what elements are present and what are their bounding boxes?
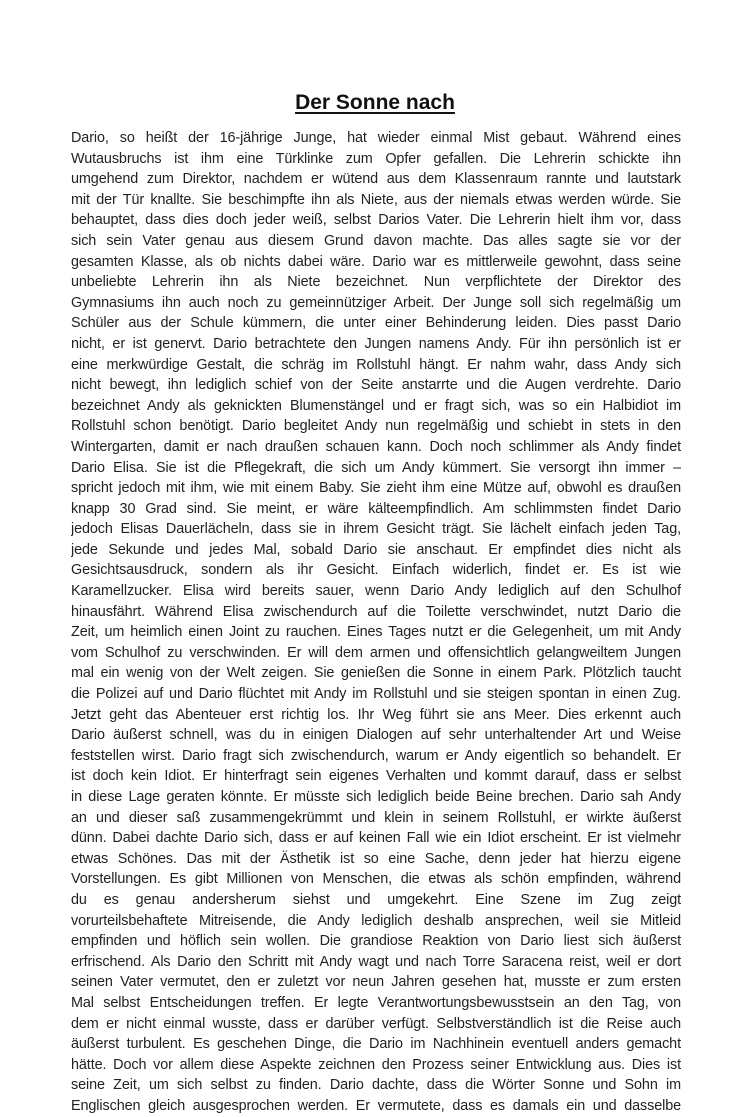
body-line: erfrischend. Als Dario den Schritt mit Andy wagt und nach Torre Saracena reist, weil er dort [71,953,681,970]
body-line: behauptet, dass dies doch jeder weiß, selbst Darios Vater. Die Lehrerin hielt ihm vor, dass [71,212,681,229]
body-line: Gesichtsausdruck, sondern als ihr Gesicht. Einfach widerlich, findet er. Es ist wie [71,562,681,579]
body-line: ist doch kein Idiot. Er hinterfragt sein eigenes Verhalten und kommt darauf, dass er selbst [71,768,681,785]
body-line: jede Sekunde und jedes Mal, sobald Dario sie anschaut. Er empfindet dies nicht als [71,541,681,558]
body-line: bezeichnet Andy als geknickten Blumenstängel und er fragt sich, was so ein Halbidiot im [71,397,681,414]
body-line: Mal selbst Entscheidungen treffen. Er legte Verantwortungsbewusstsein an den Tag, von [71,994,681,1011]
page-title [0,89,750,117]
body-line: vom Schulhof zu verschwinden. Er will dem armen und offensichtlich gelangweiltem Jungen [71,644,681,661]
body-line: vorurteilsbehaftete Mitreisende, die Andy lediglich deshalb ansprechen, weil sie Mitleid [71,912,681,929]
body-line: Zeit, um heimlich einen Joint zu rauchen. Eines Tages nutzt er die Gelegenheit, um mit Andy [71,624,681,641]
body-line: in diese Lage geraten könnte. Er müsste sich lediglich beide Beine brechen. Dario sah Andy [71,789,681,805]
body-line: jedoch Elisas Dauerlächeln, dass sie in ihrem Gesicht trägt. Sie lächelt einfach jeden Tag, [71,521,681,538]
body-line: Gymnasiums ihn auch noch zu gemeinnütziger Arbeit. Der Junge soll sich regelmäßig um [71,294,681,311]
body-line: knapp 30 Grad sind. Sie meint, er wäre kälteempfindlich. Am schlimmsten findet Dario [71,500,681,517]
body-line: spricht jedoch mit ihm, wie mit einem Baby. Sie zieht ihm eine Mütze auf, obwohl es draußen [71,480,681,497]
body-line: Vorstellungen. Es gibt Millionen von Menschen, die etwas als schön empfinden, während [71,871,681,888]
body-line: Wutausbruchs ist ihm eine Türklinke zum Opfer gefallen. Die Lehrerin schickte ihn [71,150,681,167]
body-line: an und dieser saß zusammengekrümmt und klein in seinem Rollstuhl, er wirkte äußerst [71,809,681,826]
body-line: seinen Vater vermutet, den er zuletzt vor neun Jahren gesehen hat, musste er zum ersten [71,974,681,991]
body-line: Dario Elisa. Sie ist die Pflegekraft, die sich um Andy kümmert. Sie versorgt ihn immer – [71,459,681,476]
body-line: hinausfährt. Während Elisa zwischendurch auf die Toilette verschwindet, nutzt Dario die [71,603,681,620]
body-line: Jetzt geht das Abenteuer erst richtig los. Ihr Weg führt sie ans Meer. Dies erkennt auch [71,706,681,723]
body-line: empfinden und höflich sein wollen. Die grandiose Reaktion von Dario liest sich äußerst [71,933,681,950]
body-line: etwas Schönes. Das mit der Ästhetik ist so eine Sache, denn jeder hat hierzu eigene [71,850,681,867]
body-line: unbeliebte Lehrerin ihn als Niete bezeichnet. Nun verpflichtete der Direktor des [71,274,681,291]
body-paragraph [71,128,681,1117]
body-line: umgehend zum Direktor, nachdem er wütend aus dem Klassenraum rannte und lautstark [71,171,681,188]
body-line: äußerst turbulent. Es geschehen Dinge, die Dario im Nachhinein eventuell anders gemacht [71,1036,681,1053]
body-line: mal ein wenig von der Welt zeigen. Sie genießen die Sonne in einem Park. Plötzlich taucht [71,665,681,682]
body-line: dem er nicht einmal wusste, dass er darüber verfügt. Selbstverständlich ist die Reise auch [71,1015,681,1032]
body-line: feststellen wirst. Dario fragt sich zwischendurch, warum er Andy eigentlich so behandelt. Er [71,747,681,764]
body-line: Dario, so heißt der 16-jährige Junge, hat wieder einmal Mist gebaut. Während eines [71,130,681,146]
body-line: dünn. Dabei dachte Dario sich, dass er auf keinen Fall wie ein Idiot erscheint. Er ist vielmehr [71,830,681,847]
body-line: Karamellzucker. Elisa wird bereits sauer, wenn Dario Andy lediglich auf den Schulhof [71,583,681,600]
body-line: du es genau andersherum siehst und umgekehrt. Eine Szene im Zug zeigt [71,891,681,908]
body-line: eine merkwürdige Gestalt, die schräg im Rollstuhl hängt. Er nahm wahr, dass Andy sich [71,356,681,373]
body-line: nicht, er ist genervt. Dario betrachtete den Jungen namens Andy. Für ihn persönlich ist er [71,335,681,352]
body-line: nicht bewegt, ihn lediglich schief von der Seite anstarrte und die Augen verdrehte. Dario [71,377,681,394]
body-line: Schüler aus der Schule kümmern, die unter einer Behinderung leiden. Dies passt Dario [71,315,681,332]
body-line: hätte. Doch vor allem diese Aspekte zeichnen den Prozess seiner Entwicklung aus. Dies ist [71,1056,681,1073]
body-line: sich sein Vater genau aus diesem Grund davon machte. Das alles sagte sie vor der [71,232,681,249]
body-line: seine Zeit, um sich selbst zu finden. Dario dachte, dass die Wörter Sonne und Sohn im [71,1077,681,1094]
body-line: mit der Tür knallte. Sie beschimpfte ihn als Niete, aus der niemals etwas werden würde. Sie [71,191,681,208]
page-title-text: Der Sonne nach [295,91,455,114]
body-line: die Polizei auf und Dario flüchtet mit Andy im Rollstuhl und sie steigen spontan in einen Zug. [71,686,681,703]
body-line: Englischen gleich ausgesprochen werden. Er vermutete, dass es damals ein und dasselbe [71,1097,681,1114]
body-line: Wintergarten, damit er nach draußen schauen kann. Doch noch schlimmer als Andy findet [71,438,681,455]
body-line: Rollstuhl schon benötigt. Dario begleitet Andy nun regelmäßig und schiebt in stets in den [71,418,681,435]
body-line: gesamten Klasse, als ob nichts dabei wäre. Dario war es mittlerweile gewohnt, dass seine [71,253,681,270]
body-line: Dario äußerst schnell, was du in einigen Dialogen auf sehr unterhaltender Art und Weise [71,727,681,744]
